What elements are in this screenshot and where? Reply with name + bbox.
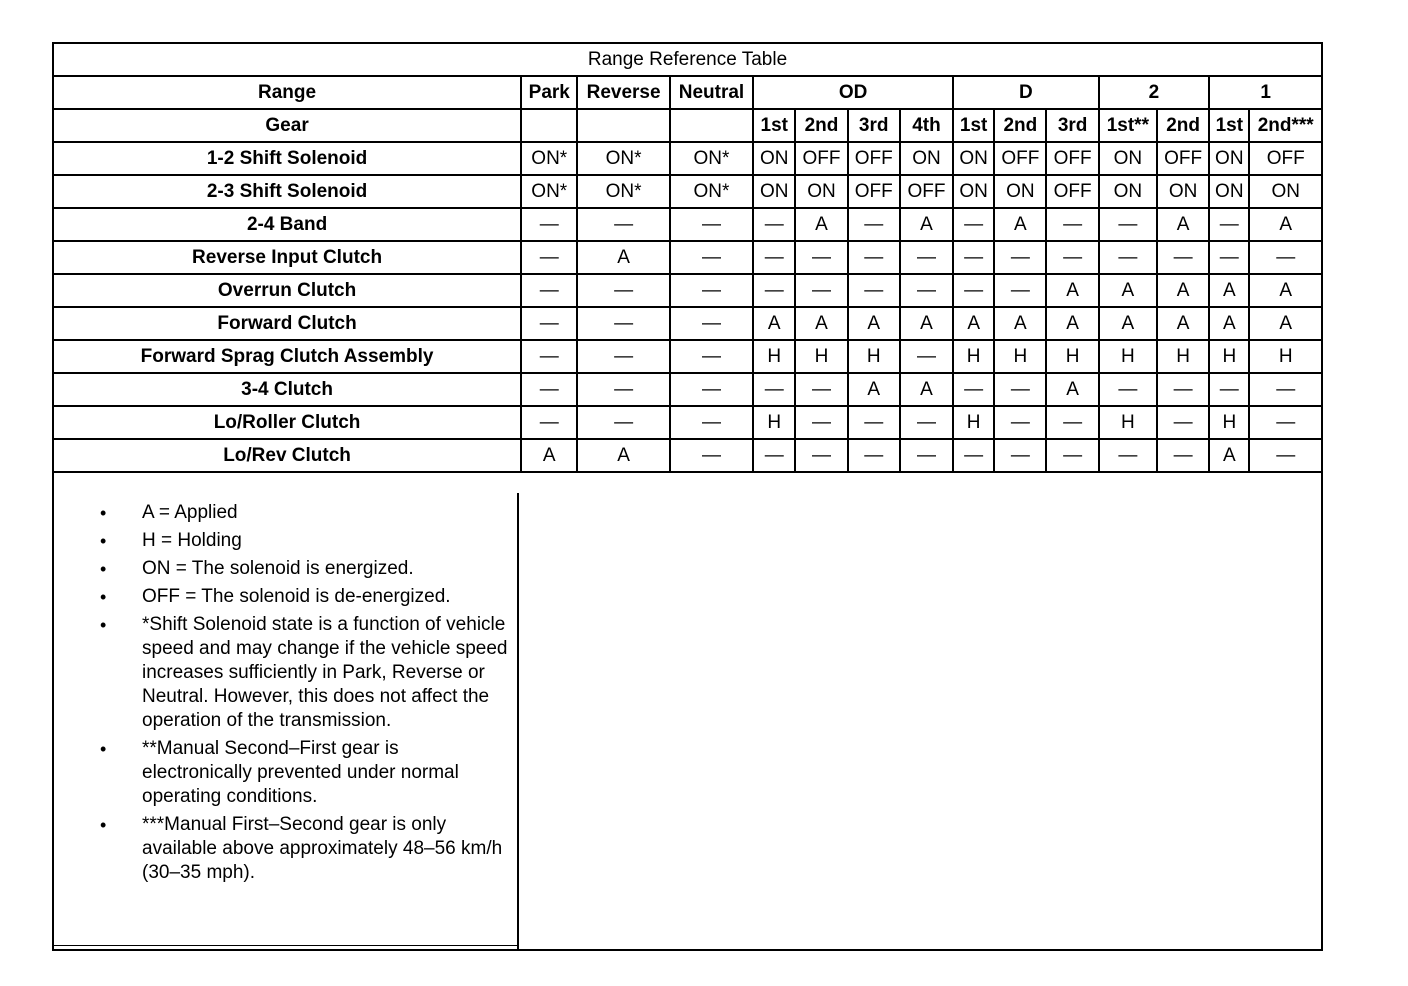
table-cell: — [521,340,577,373]
table-cell: — [670,340,753,373]
table-cell: — [1209,208,1249,241]
table-cell: OFF [1046,175,1098,208]
table-cell: — [670,439,753,472]
row-label: 3-4 Clutch [53,373,521,406]
table-cell: ON [1099,175,1157,208]
table-row [53,340,1322,373]
table-cell: — [1209,241,1249,274]
table-cell: — [521,373,577,406]
table-cell: A [795,307,847,340]
table-row [53,142,1322,175]
table-cell: ON [953,142,994,175]
table-row [53,373,1322,406]
gear-cell: 2nd*** [1249,109,1322,142]
note-item: • *Shift Solenoid state is a function of vehicle speed and may change if the vehicle speed increases sufficiently in Park, Reverse or Neutral. However, this does not affect the operation of the transmission. [142,613,513,733]
table-cell: — [577,373,669,406]
table-cell: — [521,406,577,439]
gear-cell [521,109,577,142]
table-cell: — [1157,373,1209,406]
table-cell: A [521,439,577,472]
table-cell: H [753,340,795,373]
row-label: 2-3 Shift Solenoid [53,175,521,208]
table-cell: A [1099,274,1157,307]
gear-cell: 2nd [1157,109,1209,142]
table-cell: ON [1209,175,1249,208]
row-label: Overrun Clutch [53,274,521,307]
table-cell: — [753,208,795,241]
table-cell: — [1209,373,1249,406]
legend-notes [52,493,519,949]
table-cell: — [1046,208,1098,241]
gear-header-row [53,109,1322,142]
table-row [53,175,1322,208]
table-cell: — [953,274,994,307]
table-cell: A [1157,307,1209,340]
table-cell: — [848,241,900,274]
range-reference-table [52,42,1323,473]
table-cell: — [795,274,847,307]
table-row [53,406,1322,439]
table-cell: — [900,241,953,274]
range-d: D [953,76,1099,109]
table-cell: OFF [1157,142,1209,175]
table-cell: — [1249,373,1322,406]
table-cell: OFF [848,142,900,175]
row-label: Forward Sprag Clutch Assembly [53,340,521,373]
table-cell: — [1099,208,1157,241]
table-row [53,241,1322,274]
table-row [53,274,1322,307]
table-cell: OFF [795,142,847,175]
table-cell: A [900,307,953,340]
table-cell: ON [994,175,1046,208]
table-cell: — [1157,439,1209,472]
range-park: Park [521,76,577,109]
table-cell: — [1249,439,1322,472]
table-cell: A [1209,439,1249,472]
table-cell: — [670,373,753,406]
table-cell: H [848,340,900,373]
table-cell: A [1046,307,1098,340]
table-cell: — [795,439,847,472]
row-label: 2-4 Band [53,208,521,241]
gear-cell: 3rd [848,109,900,142]
note-item: • **Manual Second–First gear is electronically prevented under normal operating conditions. [142,737,513,809]
table-cell: ON* [521,175,577,208]
table-cell: — [994,241,1046,274]
table-cell: ON* [670,175,753,208]
table-cell: — [848,439,900,472]
table-cell: — [577,307,669,340]
table-cell: A [795,208,847,241]
table-cell: H [1249,340,1322,373]
row-label: Lo/Roller Clutch [53,406,521,439]
table-cell: — [795,373,847,406]
table-cell: — [1046,439,1098,472]
table-cell: A [1099,307,1157,340]
table-cell: — [577,274,669,307]
table-cell: H [1099,406,1157,439]
table-cell: H [1157,340,1209,373]
row-label: Lo/Rev Clutch [53,439,521,472]
table-cell: H [953,340,994,373]
table-row [53,208,1322,241]
table-cell: — [953,373,994,406]
table-cell: — [1157,241,1209,274]
table-cell: A [953,307,994,340]
gear-cell [577,109,669,142]
gear-cell: 2nd [795,109,847,142]
table-cell: H [753,406,795,439]
table-cell: — [953,439,994,472]
range-reverse: Reverse [577,76,669,109]
table-cell: OFF [994,142,1046,175]
table-cell: A [900,373,953,406]
table-cell: H [1099,340,1157,373]
table-cell: A [1209,274,1249,307]
table-cell: H [953,406,994,439]
range-1: 1 [1209,76,1322,109]
table-cell: OFF [900,175,953,208]
table-cell: ON* [577,175,669,208]
table-cell: — [848,274,900,307]
table-cell: — [994,373,1046,406]
table-cell: — [1099,373,1157,406]
table-cell: — [900,406,953,439]
table-cell: A [1209,307,1249,340]
table-cell: — [753,439,795,472]
notes-divider [52,945,519,946]
gear-cell: 1st [953,109,994,142]
gear-cell: 2nd [994,109,1046,142]
table-cell: H [795,340,847,373]
range-2: 2 [1099,76,1210,109]
note-item: • OFF = The solenoid is de-energized. [142,585,513,609]
row-label: 1-2 Shift Solenoid [53,142,521,175]
table-cell: A [1249,208,1322,241]
table-cell: — [753,373,795,406]
gear-cell: 3rd [1046,109,1098,142]
table-cell: A [577,439,669,472]
table-cell: — [670,241,753,274]
row-label: Reverse Input Clutch [53,241,521,274]
gear-label: Gear [53,109,521,142]
table-cell: ON [1157,175,1209,208]
note-item: • ***Manual First–Second gear is only available above approximately 48–56 km/h (30–35 mph). [142,813,513,885]
table-cell: — [753,241,795,274]
table-cell: ON* [670,142,753,175]
table-cell: OFF [1249,142,1322,175]
table-cell: A [1249,307,1322,340]
table-cell: — [994,439,1046,472]
range-header-row [53,76,1322,109]
table-cell: ON [753,142,795,175]
gear-cell: 4th [900,109,953,142]
table-cell: A [994,208,1046,241]
table-cell: ON [1249,175,1322,208]
table-cell: — [848,208,900,241]
table-cell: — [521,307,577,340]
table-cell: OFF [1046,142,1098,175]
table-cell: — [953,241,994,274]
notes-list [52,493,517,885]
table-cell: — [670,208,753,241]
table-cell: OFF [848,175,900,208]
range-neutral: Neutral [670,76,753,109]
table-cell: — [521,241,577,274]
range-od: OD [753,76,953,109]
note-item: • A = Applied [142,501,513,525]
table-cell: — [1249,406,1322,439]
note-item: • ON = The solenoid is energized. [142,557,513,581]
table-cell: — [670,406,753,439]
range-label: Range [53,76,521,109]
table-cell: — [521,208,577,241]
table-cell: — [900,274,953,307]
table-cell: — [753,274,795,307]
table-cell: — [994,274,1046,307]
table-cell: H [1046,340,1098,373]
table-cell: — [900,439,953,472]
table-cell: A [1046,373,1098,406]
table-cell: ON [900,142,953,175]
table-cell: — [900,340,953,373]
gear-cell [670,109,753,142]
table-cell: ON [1209,142,1249,175]
note-item: • H = Holding [142,529,513,553]
table-cell: A [994,307,1046,340]
table-cell: A [1157,208,1209,241]
table-cell: — [994,406,1046,439]
table-cell: ON [753,175,795,208]
table-row [53,439,1322,472]
table-cell: ON* [521,142,577,175]
table-cell: — [1099,439,1157,472]
title-row [53,43,1322,76]
table-cell: A [753,307,795,340]
table-cell: H [1209,340,1249,373]
table-cell: A [577,241,669,274]
table-cell: A [848,373,900,406]
table-cell: — [577,406,669,439]
gear-cell: 1st** [1099,109,1157,142]
table-cell: — [795,406,847,439]
table-cell: A [900,208,953,241]
table-cell: A [848,307,900,340]
gear-cell: 1st [1209,109,1249,142]
table-cell: — [1046,241,1098,274]
table-cell: — [670,274,753,307]
table-cell: — [1046,406,1098,439]
table-body [53,142,1322,472]
table-row [53,307,1322,340]
table-cell: — [848,406,900,439]
table-cell: — [795,241,847,274]
table-cell: — [1157,406,1209,439]
table-cell: ON [1099,142,1157,175]
gear-cell: 1st [753,109,795,142]
table-cell: — [953,208,994,241]
table-title: Range Reference Table [53,43,1322,76]
row-label: Forward Clutch [53,307,521,340]
table-cell: — [577,208,669,241]
table-cell: A [1157,274,1209,307]
table-cell: H [994,340,1046,373]
table-cell: ON [795,175,847,208]
table-cell: — [577,340,669,373]
table-cell: ON [953,175,994,208]
table-cell: A [1046,274,1098,307]
table-cell: — [1249,241,1322,274]
table-cell: ON* [577,142,669,175]
table-cell: H [1209,406,1249,439]
table-cell: — [1099,241,1157,274]
table-cell: — [521,274,577,307]
table-cell: A [1249,274,1322,307]
table-cell: — [670,307,753,340]
